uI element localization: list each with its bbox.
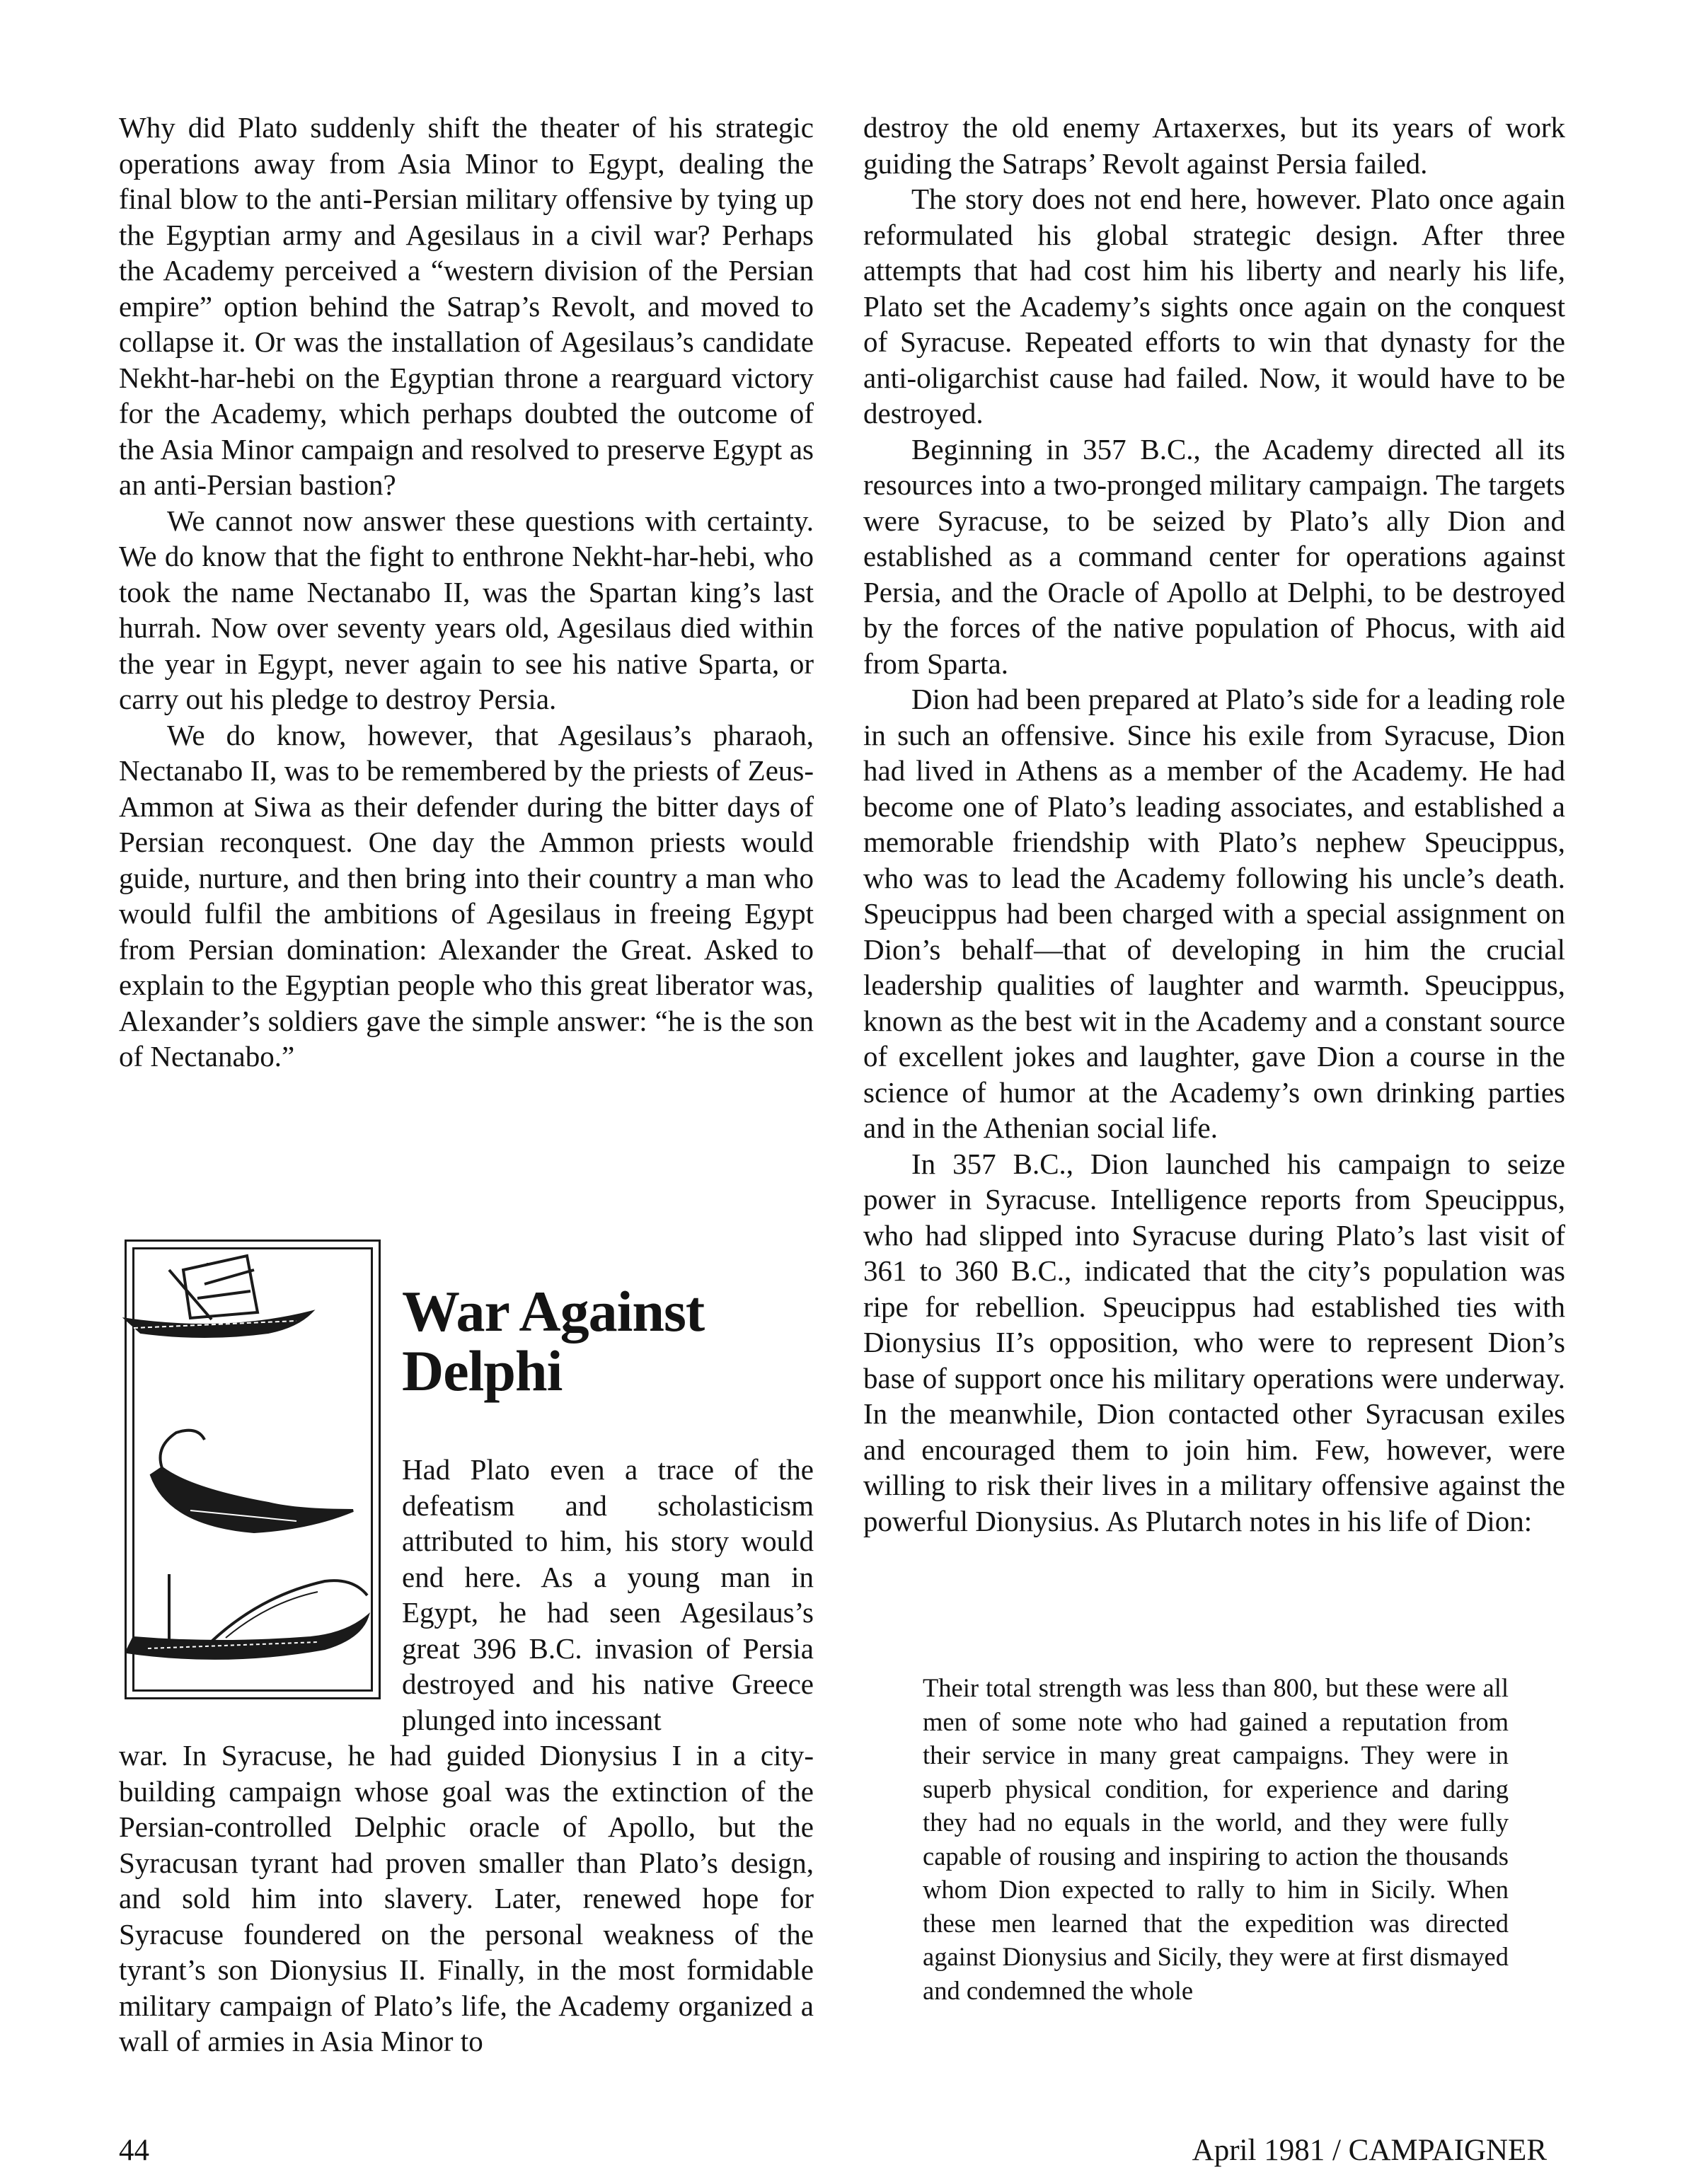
section-heading: War Against Delphi <box>402 1279 705 1403</box>
section-continued-text <box>119 1738 814 2059</box>
paragraph: Dion had been prepared at Plato’s side for a leading role in such an offensive. Since his exile from Syracuse, Dion had lived in Athens as a member of the Academy. He had become one of Plato’s leading associates, and established a memorable friendship with Plato’s nephew Speucippus, who was to lead the Academy following his uncle’s death. Speucippus had been charged with a special assignment on Dion’s behalf—that of developing in him the crucial leadership qualities of laughter and warmth. Speucippus, known as the best wit in the Academy and a constant source of excellent jokes and laughter, gave Dion a course in the science of humor at the Academy’s own drinking parties and in the Athenian social life. <box>863 683 1565 1144</box>
paragraph: We do know, however, that Agesilaus’s pharaoh, Nectanabo II, was to be remembered by the priests of Zeus-Ammon at Siwa as their defender during the bitter days of Persian reconquest. One day the Ammon priests would guide, nurture, and then bring into their country a man who would fulfil the ambitions of Agesilaus in freeing Egypt from Persian domination: Alexander the Great. Asked to explain to the Egyptian people who this great liberator was, Alexander’s soldiers gave the simple answer: “he is the son of Nectanabo.” <box>119 718 814 1073</box>
left-column <box>119 110 814 1075</box>
ancient-ships-icon <box>84 1242 424 1697</box>
page-number: 44 <box>119 2134 149 2167</box>
ships-illustration <box>125 1240 381 1699</box>
paragraph: The story does not end here, however. Plato once again reformulated his global strategic design. After three attempts that had cost him his liberty and nearly his life, Plato set the Academy’s sights once again on the conquest of Syracuse. Repeated efforts to win that dynasty for the anti-oligarchist cause had failed. Now, it would have to be destroyed. <box>863 183 1565 429</box>
paragraph: Beginning in 357 B.C., the Academy directed all its resources into a two-pronged military campaign. The targets were Syracuse, to be seized by Plato’s ally Dion and established as a command center for operations against Persia, and the Oracle of Apollo at Delphi, to be destroyed by the forces of the native population of Phocus, with aid from Sparta. <box>863 432 1565 680</box>
paragraph: We cannot now answer these questions with certainty. We do know that the fight to enthrone Nekht-har-hebi, who took the name Nectanabo II, was the Spartan king’s last hurrah. Now over seventy years old, Agesilaus died within the year in Egypt, never again to see his native Sparta, or carry out his pledge to destroy Persia. <box>119 504 814 715</box>
paragraph: war. In Syracuse, he had guided Dionysius I in a city-building campaign whose goal was the extinction of the Persian-controlled Delphic oracle of Apollo, but the Syracusan tyrant had proven smaller than Plato’s design, and sold him into slavery. Later, renewed hope for Syracuse foundered on the personal weakness of the tyrant’s son Dionysius II. Finally, in the most formidable military campaign of Plato’s life, the Academy organized a wall of armies in Asia Minor to <box>119 1739 814 2057</box>
paragraph: destroy the old enemy Artaxerxes, but its years of work guiding the Satraps’ Revolt against Persia failed. <box>863 111 1565 180</box>
quote-text: Their total strength was less than 800, but these were all men of some note who had gained a reputation from their service in many great campaigns. They were in superb physical condition, for experience and daring they had no equals in the world, and they were fully capable of rousing and inspiring to action the thousands whom Dion expected to rally to him in Sicily. When these men learned that the expedition was directed against Dionysius and Sicily, they were at first dismayed and condemned the whole <box>923 1673 1509 2005</box>
running-title: April 1981 / CAMPAIGNER <box>1192 2134 1547 2167</box>
paragraph: Why did Plato suddenly shift the theater of his strategic operations away from Asia Minor to Egypt, dealing the final blow to the anti-Persian military offensive by tying up the Egyptian army and Agesilaus in a civil war? Perhaps the Academy perceived a “western division of the Persian empire” option behind the Satrap’s Revolt, and moved to collapse it. Or was the installation of Agesilaus’s candidate Nekht-har-hebi on the Egyptian throne a rearguard victory for the Academy, which perhaps doubted the outcome of the Asia Minor campaign and resolved to preserve Egypt as an anti-Persian bastion? <box>119 111 814 501</box>
section-intro-text <box>402 1452 814 1738</box>
paragraph: Had Plato even a trace of the defeatism and scholasticism attributed to him, his story would end here. As a young man in Egypt, he had seen Agesilaus’s great 396 B.C. invasion of Persia destroyed and his native Greece plunged into incessant <box>402 1453 814 1736</box>
paragraph: In 357 B.C., Dion launched his campaign to seize power in Syracuse. Intelligence reports from Speucippus, who had slipped into Syracuse during Plato’s last visit of 361 to 360 B.C., indicated that the city’s population was ripe for rebellion. Speucippus had established ties with Dionysius II’s opposition, who were to represent Dion’s base of support once his military operations were underway. In the meanwhile, Dion contacted other Syracusan exiles and encouraged them to join him. Few, however, were willing to risk their lives in a military offensive against the powerful Dionysius. As Plutarch notes in his life of Dion: <box>863 1147 1565 1537</box>
block-quote <box>923 1671 1509 2007</box>
right-column <box>863 110 1565 1539</box>
